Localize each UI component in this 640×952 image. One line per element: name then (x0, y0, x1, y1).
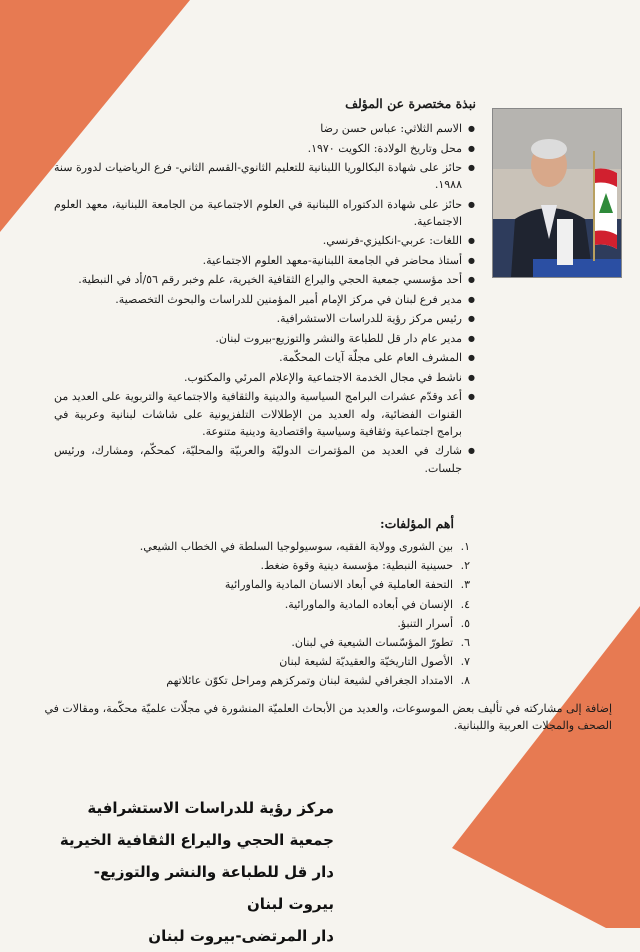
bio-item: ● حائز على شهادة الدكتوراه اللبنانية في العلوم الاجتماعية من الجامعة اللبنانية، معهد العلوم الاجتماعية. (54, 196, 462, 230)
bio-item: ● مدير عام دار قل للطباعة والنشر والتوزيع-بيروت لبنان. (54, 330, 462, 347)
work-number: ٤. (460, 597, 470, 611)
work-item (74, 576, 470, 593)
bio-item: ● محل وتاريخ الولادة: الكويت ١٩٧٠. (54, 140, 462, 157)
author-photo (492, 108, 622, 278)
publishers-block (54, 792, 334, 952)
bottom-right-orange-shape (452, 606, 640, 928)
work-number: ٦. (460, 635, 470, 649)
work-number: ٥. (460, 616, 470, 630)
work-item (74, 596, 470, 613)
work-item (74, 672, 470, 689)
works-list (74, 538, 470, 692)
bio-title: نبذة مختصرة عن المؤلف (345, 96, 476, 111)
bio-item: ● ناشط في مجال الخدمة الاجتماعية والإعلام المرئي والمكتوب. (54, 369, 462, 386)
work-number: ٣. (460, 578, 470, 592)
bio-item: ● مدير فرع لبنان في مركز الإمام أمير المؤمنين للدراسات والبحوث التخصصية. (54, 291, 462, 308)
publisher-line: دار قل للطباعة والنشر والتوزيع-بيروت لبنان (93, 863, 334, 913)
bio-item: ● حائز على شهادة البكالوريا اللبنانية للتعليم الثانوي-القسم الثاني- فرع الرياضيات لدورة سنة ١٩٨٨. (54, 159, 462, 193)
work-item (74, 615, 470, 632)
work-number: ٧. (460, 655, 470, 669)
bio-list (54, 120, 476, 479)
bio-item: ● الاسم الثلاثي: عباس حسن رضا (54, 120, 462, 137)
work-title: بين الشورى وولاية الفقيه، سوسيولوجيا السلطة في الخطاب الشيعي. (139, 540, 454, 553)
bio-item: ● رئيس مركز رؤية للدراسات الاستشرافية. (54, 310, 462, 327)
work-item (74, 653, 470, 670)
work-title: أسرار التنبؤ. (397, 616, 454, 630)
bio-item: ● أعد وقدّم عشرات البرامج السياسية والدينية والثقافية والاجتماعية والتربوية على العديد من القنوات الفضائية، وله العديد من الإطلالات التلفزيونية على شاشات لبنانية وعربية في برامج اجتماعية وثقافية وسياسية واقتصادية ودينية متنوعة. (54, 388, 462, 440)
work-item (74, 538, 470, 555)
work-title: حسينية النبطية: مؤسسة دينية وقوة ضغط. (260, 559, 454, 573)
work-number: ٨. (460, 674, 470, 688)
work-number: ٢. (460, 559, 470, 573)
work-title: التحفة العاملية في أبعاد الانسان المادية والماورائية (224, 578, 454, 592)
work-item (74, 634, 470, 651)
bio-item: ● اللغات: عربي-انكليزي-فرنسي. (54, 232, 462, 249)
bio-item: ● أستاذ محاضر في الجامعة اللبنانية-معهد العلوم الاجتماعية. (54, 252, 462, 269)
publisher-line: جمعية الحجي واليراع الثقافية الخيرية (59, 831, 334, 849)
publisher-line: دار المرتضى-بيروت لبنان (148, 927, 334, 945)
works-note: إضافة إلى مشاركته في تأليف بعض الموسوعات، والعديد من الأبحاث العلميّة المنشورة في مجلّات علميّة محكّمة، ومقالات في الصحف والمجلات العربية واللبنانية. (44, 702, 612, 732)
publisher-line: مركز رؤية للدراسات الاستشرافية (87, 799, 334, 817)
work-item (74, 557, 470, 574)
work-title: الأصول التاريخيّة والعقيديّة لشيعة لبنان (279, 655, 454, 669)
work-number: ١. (460, 540, 470, 553)
bio-item: ● المشرف العام على مجلّة آيات المحكّمة. (54, 349, 462, 366)
works-title: أهم المؤلفات: (379, 516, 454, 531)
work-title: الإنسان في أبعاده المادية والماورائية. (284, 597, 454, 611)
work-title: تطورّ المؤسّسات الشيعية في لبنان. (291, 635, 454, 649)
bio-item: ● أحد مؤسسي جمعية الحجي واليراع الثقافية الخيرية، علم وخبر رقم ٥٦/أد في النبطية. (54, 271, 462, 288)
work-title: الامتداد الجغرافي لشيعة لبنان وتمركزهم ومراحل تكوّن عائلاتهم (166, 674, 454, 688)
bio-item: ● شارك في العديد من المؤتمرات الدوليّة والعربيّة والمحليّة، كمحكّم، ومشارك، ورئيس جلسات. (54, 442, 462, 476)
